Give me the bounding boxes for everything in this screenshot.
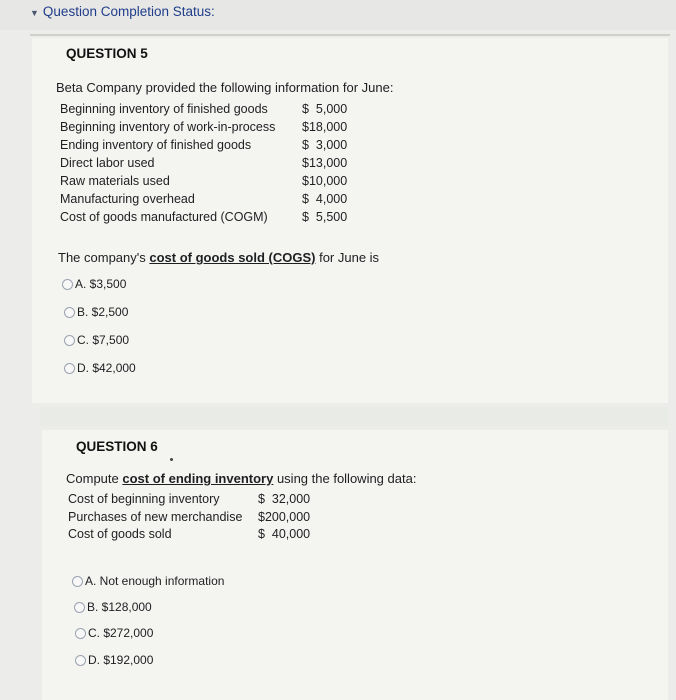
completion-status-label: Question Completion Status:	[42, 4, 215, 19]
question-5-data-table	[60, 100, 380, 226]
data-row: Beginning inventory of finished goods $ 5,000	[60, 102, 348, 116]
question-6-title: QUESTION 6	[76, 439, 158, 454]
completion-status-toggle[interactable]	[30, 4, 215, 19]
data-row: Cost of beginning inventory $ 32,000	[68, 492, 311, 506]
dot-mark	[170, 458, 173, 461]
q5-option-b[interactable]: B. $2,500	[64, 305, 128, 319]
question-6-data-table	[68, 491, 328, 544]
data-row: Purchases of new merchandise $200,000	[68, 509, 311, 524]
question-5-title: QUESTION 5	[66, 46, 148, 61]
radio-button[interactable]	[62, 279, 73, 290]
question-5-prompt: The company's cost of goods sold (COGS) for June is	[58, 250, 380, 265]
radio-button[interactable]	[64, 307, 75, 318]
cogs-term: cost of goods sold (COGS)	[149, 250, 316, 265]
question-5-intro: Beta Company provided the following information for June:	[56, 80, 394, 95]
data-row: Manufacturing overhead $ 4,000	[60, 192, 348, 206]
radio-button[interactable]	[75, 655, 86, 666]
q5-option-a[interactable]: A. $3,500	[62, 277, 126, 291]
q5-option-d[interactable]: D. $42,000	[64, 361, 136, 375]
data-row: Direct labor used $13,000	[60, 156, 348, 170]
question-6-intro: Compute cost of ending inventory using the following data:	[66, 471, 417, 486]
divider	[30, 34, 670, 36]
status-bar	[0, 0, 676, 30]
radio-button[interactable]	[64, 363, 75, 374]
ending-inventory-term: cost of ending inventory	[122, 471, 274, 486]
radio-button[interactable]	[75, 628, 86, 639]
radio-button[interactable]	[64, 335, 75, 346]
q6-option-b[interactable]: B. $128,000	[74, 600, 152, 614]
radio-button[interactable]	[72, 576, 83, 587]
data-row: Beginning inventory of work-in-process $18,000	[60, 120, 348, 134]
radio-button[interactable]	[74, 602, 85, 613]
q6-option-c[interactable]: C. $272,000	[75, 626, 153, 640]
q6-option-d[interactable]: D. $192,000	[75, 653, 153, 667]
q6-option-a[interactable]: A. Not enough information	[72, 574, 224, 588]
chevron-down-icon: ▼	[30, 8, 39, 18]
data-row: Cost of goods sold $ 40,000	[68, 527, 311, 541]
data-row: Ending inventory of finished goods $ 3,000	[60, 138, 348, 152]
data-row: Raw materials used $10,000	[60, 174, 348, 188]
question-separator	[40, 407, 668, 427]
data-row: Cost of goods manufactured (COGM) $ 5,500	[60, 210, 348, 224]
q5-option-c[interactable]: C. $7,500	[64, 333, 129, 347]
